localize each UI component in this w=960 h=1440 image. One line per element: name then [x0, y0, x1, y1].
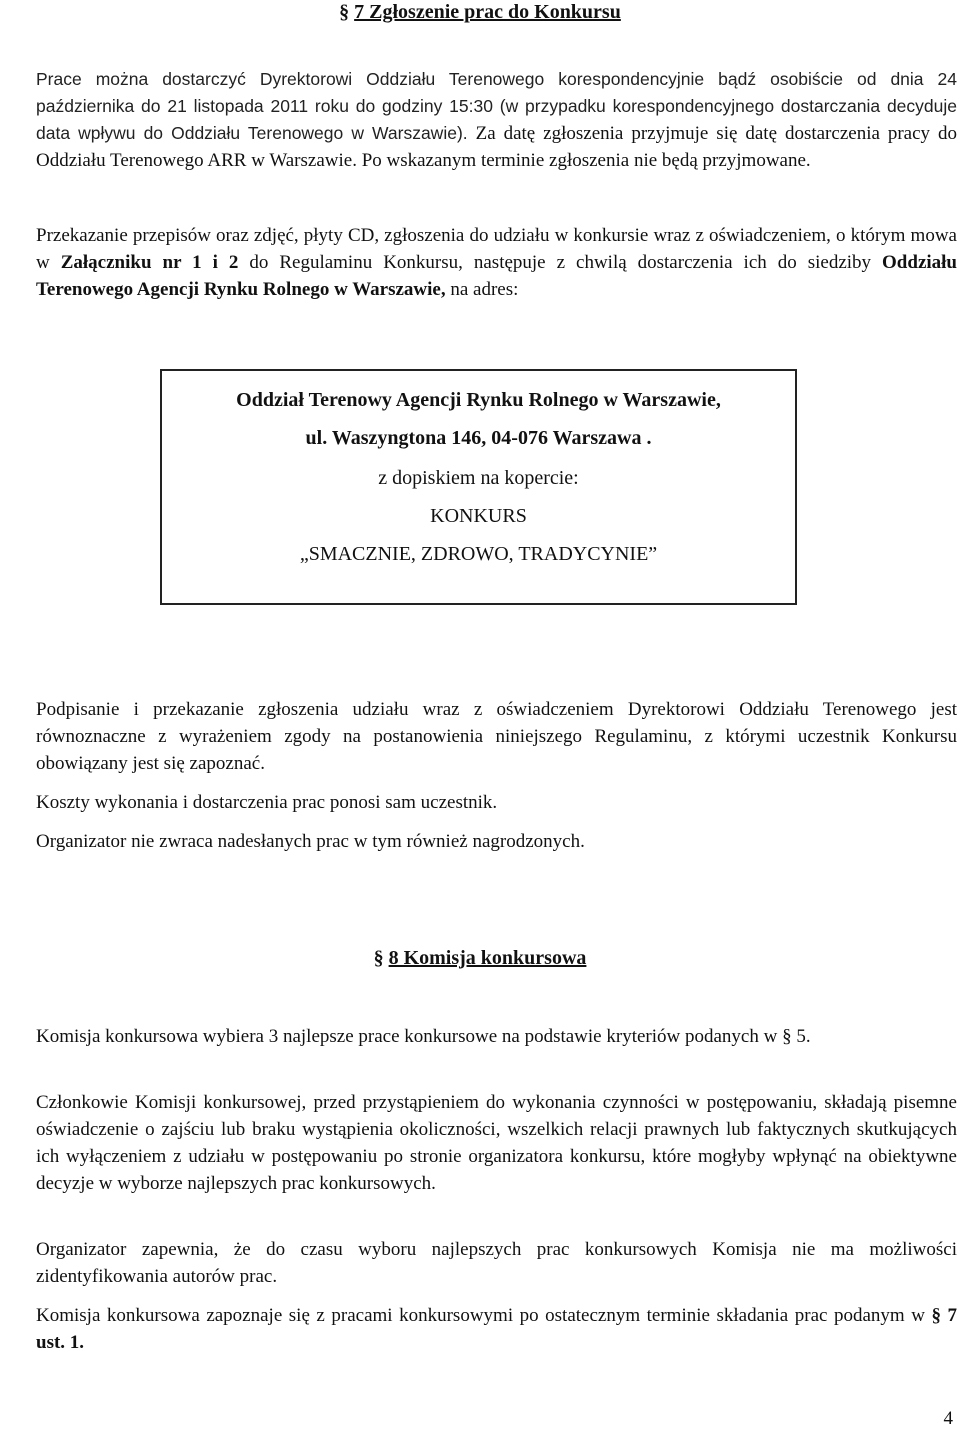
item-7-3-text: Podpisanie i przekazanie zgłoszenia udziału wraz z oświadczeniem Dyrektorowi Oddziału Terenowego jest równoznaczne z wyrażeniem zgody na postanowienia niniejszego Regulaminu, z którymi uczestnik Konkursu obowiązany jest się zapoznać.: [36, 699, 957, 774]
item-number: [7, 1089, 36, 1116]
item-7-2-text-part3: na adres:: [450, 279, 519, 300]
item-7-1: [7, 66, 957, 174]
item-number: [7, 1302, 36, 1329]
item-7-4-text: Koszty wykonania i dostarczenia prac ponosi sam uczestnik.: [36, 792, 498, 813]
address-street: ul. Waszyngtona 146, 04-076 Warszawa .: [305, 427, 652, 449]
office-reference: Oddziału Terenowego Agencji Rynku Rolnego w Warszawie,: [36, 252, 958, 300]
section-8-heading: [0, 946, 960, 970]
item-number: [7, 1236, 36, 1263]
address-office: Oddział Terenowy Agencji Rynku Rolnego w Warszawie,: [236, 389, 721, 411]
item-7-2: [7, 222, 957, 303]
item-7-5-text: Organizator nie zwraca nadesłanych prac w tym również nagrodzonych.: [36, 831, 585, 852]
item-7-2-text-part1: Przekazanie przepisów oraz zdjęć, płyty CD, zgłoszenia do udziału w konkursie wraz z oświadczeniem, o którym mowa w: [36, 225, 957, 273]
item-number: [7, 66, 36, 93]
item-8-2: [7, 1089, 957, 1197]
item-7-5: [7, 828, 957, 855]
section-7-heading: [0, 0, 960, 24]
address-box: [160, 369, 797, 605]
item-8-1-text: Komisja konkursowa wybiera 3 najlepsze prace konkursowe na podstawie kryteriów podanych w § 5.: [36, 1026, 811, 1047]
paragraph-sign: §: [373, 947, 384, 969]
address-contest-name: „SMACZNIE, ZDROWO, TRADYCYNIE”: [299, 543, 658, 565]
item-7-3: [7, 696, 957, 777]
item-7-1-text-part1: Prace można dostarczyć Dyrektorowi Oddziału Terenowego korespondencyjnie bądź osobiście od dnia 24 października do 21 listopada 2011 roku do godziny 15:30 (w przypadku korespondencyjnego dostarczania decyduje data wpływu do Oddziału Terenowego w Warszawie).: [36, 69, 957, 143]
item-7-2-text-part2: do Regulaminu Konkursu, następuje z chwilą dostarczenia ich do siedziby: [249, 252, 872, 273]
item-7-1-text-part2: Za datę zgłoszenia przyjmuje się datę dostarczenia pracy do Oddziału Terenowego ARR w Warszawie. Po wskazanym terminie zgłoszenia nie będą przyjmowane.: [36, 123, 957, 171]
item-8-1: [7, 1023, 957, 1050]
page-number: 4: [943, 1408, 953, 1429]
item-8-4: [7, 1302, 957, 1356]
item-number: [7, 828, 36, 855]
item-number: [7, 222, 36, 249]
item-8-3-text: Organizator zapewnia, że do czasu wyboru najlepszych prac konkursowych Komisja nie ma możliwości zidentyfikowania autorów prac.: [36, 1239, 957, 1287]
section-reference: § 7 ust. 1.: [36, 1305, 958, 1353]
item-7-4: [7, 789, 957, 816]
item-8-2-text: Członkowie Komisji konkursowej, przed przystąpieniem do wykonania czynności w postępowaniu, składają pisemne oświadczenie o zajściu lub braku wystąpienia okoliczności, wszelkich relacji prawnych lub faktycznych skutkujących ich wyłączeniem z udziału w postępowaniu po stronie organizatora konkursu, które mogłyby wpłynąć na obiektywne decyzje w wyborze najlepszych prac konkursowych.: [36, 1092, 957, 1194]
address-note: z dopiskiem na kopercie:: [378, 467, 579, 489]
item-8-4-text: Komisja konkursowa zapoznaje się z pracami konkursowymi po ostatecznym terminie składania prac podanym w: [36, 1305, 925, 1326]
attachment-reference: Załączniku nr 1 i 2: [60, 252, 239, 273]
section-7-title: 7 Zgłoszenie prac do Konkursu: [354, 1, 621, 23]
item-number: [7, 789, 36, 816]
item-number: [7, 1023, 36, 1050]
paragraph-sign: §: [339, 1, 350, 23]
item-number: [7, 696, 36, 723]
section-8-title: 8 Komisja konkursowa: [388, 947, 587, 969]
address-contest-label: KONKURS: [430, 505, 527, 527]
item-8-3: [7, 1236, 957, 1290]
